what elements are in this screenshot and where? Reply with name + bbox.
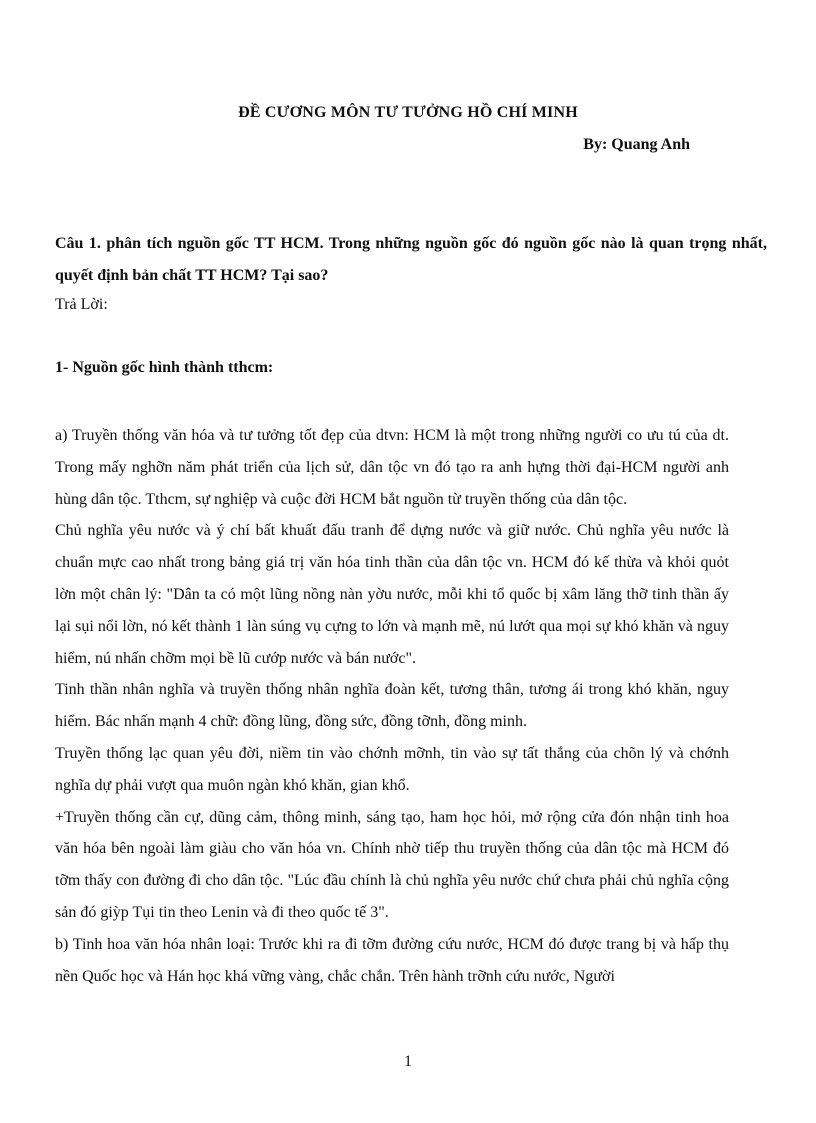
document-title: ĐỀ CƯƠNG MÔN TƯ TƯỞNG HỒ CHÍ MINH — [238, 104, 578, 121]
paragraph: +Truyền thống cần cự, dũng cảm, thông minh, sáng tạo, ham học hỏi, mở rộng cửa đón nhận tinh hoa văn hóa bên ngoài làm giàu cho văn hóa vn. Chính nhờ tiếp thu truyền thống của dân tộc mà HCM đó tỡm thấy con đường đi cho dân tộc. "Lúc đầu chính là chủ nghĩa yêu nước chứ chưa phải chủ nghĩa cộng sản đó giỳp Tụi tin theo Lenin và đi theo quốc tế 3". — [55, 808, 729, 921]
page-number: 1 — [404, 1053, 412, 1070]
question-text: Câu 1. phân tích nguồn gốc TT HCM. Trong những nguồn gốc đó nguồn gốc nào là quan trọng nhất, quyết định bản chất TT HCM? Tại sao? — [55, 235, 767, 284]
body-text — [55, 420, 729, 992]
paragraph: b) Tinh hoa văn hóa nhân loại: Trước khi ra đi tỡm đường cứu nước, HCM đó được trang bị và hấp thụ nền Quốc học và Hán học khá vững vàng, chắc chắn. Trên hành trỡnh cứu nước, Người — [55, 935, 729, 985]
paragraph: Truyền thống lạc quan yêu đời, niềm tin vào chớnh mỡnh, tin vào sự tất thắng của chõn lý và chớnh nghĩa dự phải vượt qua muôn ngàn khó khăn, gian khổ. — [55, 744, 729, 794]
paragraph: Chủ nghĩa yêu nước và ý chí bất khuất đấu tranh để dựng nước và giữ nước. Chủ nghĩa yêu nước là chuẩn mực cao nhất trong bảng giá trị văn hóa tinh thần của dân tộc vn. HCM đó kế thừa và khỏi quỏt lờn một chân lý: "Dân ta có một lũng nồng nàn yờu nước, mỗi khi tổ quốc bị xâm lăng thỡ tinh thần ấy lại sụi nổi lờn, nó kết thành 1 làn súng vụ cựng to lớn và mạnh mẽ, nú lướt qua mọi sự khó khăn và nguy hiểm, nú nhấn chỡm mọi bề lũ cướp nước và bán nước". — [55, 522, 729, 667]
answer-label: Trả Lời: — [55, 296, 108, 313]
section-heading: 1- Nguồn gốc hình thành tthcm: — [55, 359, 274, 376]
document-author: By: Quang Anh — [583, 136, 690, 153]
paragraph: a) Truyền thống văn hóa và tư tưởng tốt đẹp của dtvn: HCM là một trong những người co ưu tú của dt. Trong mấy nghỡn năm phát triển của lịch sử, dân tộc vn đó tạo ra anh hựng thời đại-HCM người anh hùng dân tộc. Tthcm, sự nghiệp và cuộc đời HCM bắt nguồn từ truyền thống của dân tộc. — [55, 427, 729, 508]
paragraph: Tinh thần nhân nghĩa và truyền thống nhân nghĩa đoàn kết, tương thân, tương ái trong khó khăn, nguy hiểm. Bác nhấn mạnh 4 chữ: đồng lũng, đồng sức, đồng tỡnh, đồng minh. — [55, 681, 729, 731]
